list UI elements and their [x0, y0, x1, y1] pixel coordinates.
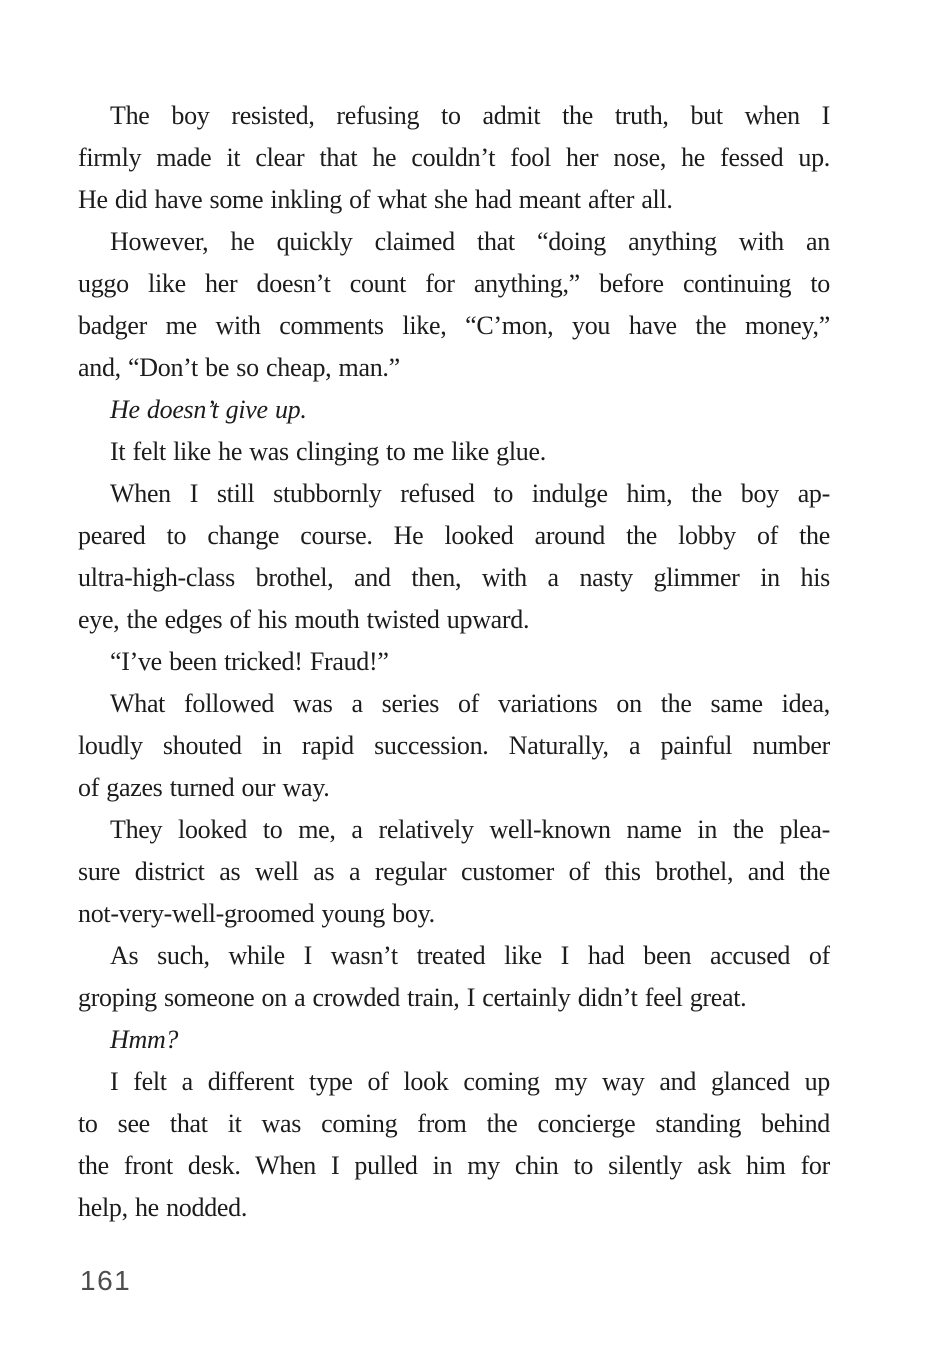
- text-line: firmly made it clear that he couldn’t fool her nose, he fessed up.: [78, 143, 830, 172]
- text-line: “I’ve been tricked! Fraud!”: [110, 647, 389, 676]
- text-line: What followed was a series of variations on the same idea,: [110, 689, 830, 718]
- page-number: 161: [80, 1265, 132, 1296]
- text-line: They looked to me, a relatively well-known name in the plea-: [110, 815, 830, 844]
- paragraph: [78, 683, 830, 809]
- text-line: badger me with comments like, “C’mon, you have the money,”: [78, 311, 830, 340]
- text-line: Hmm?: [110, 1025, 179, 1054]
- text-line: not-very-well-groomed young boy.: [78, 899, 435, 928]
- text-line: help, he nodded.: [78, 1193, 248, 1222]
- text-line: However, he quickly claimed that “doing anything with an: [110, 227, 830, 256]
- page-text: [78, 95, 830, 1229]
- text-line: loudly shouted in rapid succession. Naturally, a painful number: [78, 731, 830, 760]
- paragraph: [78, 221, 830, 389]
- text-line: When I still stubbornly refused to indulge him, the boy ap-: [110, 479, 830, 508]
- text-line: of gazes turned our way.: [78, 773, 330, 802]
- paragraph: [78, 431, 830, 473]
- text-line: He doesn’t give up.: [110, 395, 307, 424]
- paragraph: [78, 935, 830, 1019]
- text-line: sure district as well as a regular customer of this brothel, and the: [78, 857, 830, 886]
- paragraph: [78, 1019, 830, 1061]
- text-line: groping someone on a crowded train, I certainly didn’t feel great.: [78, 983, 747, 1012]
- text-line: peared to change course. He looked around the lobby of the: [78, 521, 830, 550]
- paragraph: [78, 473, 830, 641]
- text-line: The boy resisted, refusing to admit the truth, but when I: [110, 101, 830, 130]
- paragraph: [78, 95, 830, 221]
- text-line: to see that it was coming from the concierge standing behind: [78, 1109, 830, 1138]
- paragraph: [78, 389, 830, 431]
- text-line: eye, the edges of his mouth twisted upward.: [78, 605, 530, 634]
- text-line: He did have some inkling of what she had meant after all.: [78, 185, 673, 214]
- text-line: It felt like he was clinging to me like glue.: [110, 437, 546, 466]
- paragraph: [78, 809, 830, 935]
- text-line: the front desk. When I pulled in my chin to silently ask him for: [78, 1151, 830, 1180]
- paragraph: [78, 641, 830, 683]
- text-line: As such, while I wasn’t treated like I had been accused of: [110, 941, 830, 970]
- text-line: uggo like her doesn’t count for anything,” before continuing to: [78, 269, 830, 298]
- text-line: I felt a different type of look coming my way and glanced up: [110, 1067, 830, 1096]
- text-line: ultra-high-class brothel, and then, with a nasty glimmer in his: [78, 563, 830, 592]
- paragraph: [78, 1061, 830, 1229]
- text-line: and, “Don’t be so cheap, man.”: [78, 353, 400, 382]
